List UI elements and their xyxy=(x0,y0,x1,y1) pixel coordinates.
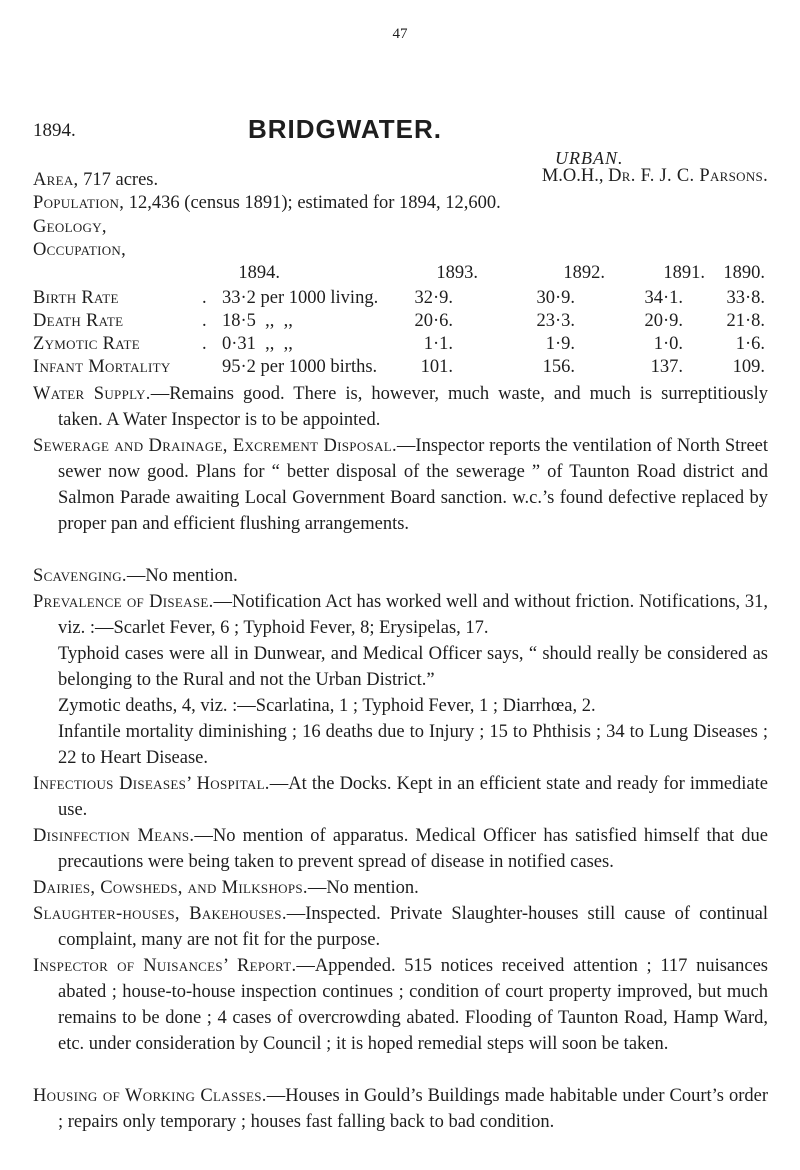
occupation-label: Occupation, xyxy=(33,240,127,260)
area-value: 717 acres. xyxy=(83,170,159,190)
stats-year-1894: 1894. xyxy=(238,263,280,283)
stats-cell-1893: 20·6. xyxy=(414,311,453,331)
stats-cell-1891: 1·0. xyxy=(653,334,683,354)
section-heading: Water Supply. xyxy=(33,384,151,404)
section-scavenging xyxy=(33,563,768,589)
section-housing xyxy=(33,1083,768,1135)
stats-year-1891: 1891. xyxy=(663,263,705,283)
section-text: —No mention of apparatus. Medical Officer has satisfied himself that due precautions were being taken to prevent spread of disease in notified cases. xyxy=(58,826,768,872)
town-title: BRIDGWATER. xyxy=(248,114,442,144)
area-label: Area, xyxy=(33,170,79,190)
section-heading: Scavenging. xyxy=(33,566,127,586)
section-heading: Housing of Working Classes. xyxy=(33,1086,267,1106)
stats-cell-1890: 1·6. xyxy=(735,334,765,354)
stats-cell-1892: 30·9. xyxy=(536,288,575,308)
section-nuisances-report xyxy=(33,953,768,1057)
section-text: —Houses in Gould’s Buildings made habitable under Court’s order ; repairs only temporary ; houses fast falling back to bad condition. xyxy=(58,1086,768,1132)
stats-row-label: Infant Mortality xyxy=(33,357,171,377)
stats-cell-1893: 101. xyxy=(420,357,453,377)
section-heading: Disinfection Means. xyxy=(33,826,195,846)
stats-cell-1892: 156. xyxy=(542,357,575,377)
stats-row-label: Birth Rate xyxy=(33,288,119,308)
stats-cell-1891: 137. xyxy=(650,357,683,377)
stats-year-1892: 1892. xyxy=(563,263,605,283)
stats-cell-1890: 33·8. xyxy=(726,288,765,308)
stats-row-label: Zymotic Rate xyxy=(33,334,140,354)
section-slaughter-houses xyxy=(33,901,768,953)
leader-dot: . xyxy=(202,288,207,308)
stats-cell-1894: 33·2 per 1000 living. xyxy=(222,288,379,308)
population-value: 12,436 (census 1891); estimated for 1894, 12,600. xyxy=(128,193,501,213)
moh-value: Dr. F. J. C. Parsons. xyxy=(608,166,768,186)
stats-cell-1893: 1·1. xyxy=(423,334,453,354)
leader-dot: . xyxy=(202,334,207,354)
section-text: —Inspected. Private Slaughter-houses still cause of continual complaint, many are not fit for the purpose. xyxy=(58,904,768,950)
section-text: —At the Docks. Kept in an efficient state and ready for immediate use. xyxy=(58,774,768,820)
section-disinfection xyxy=(33,823,768,875)
stats-year-1893: 1893. xyxy=(436,263,478,283)
section-hospital xyxy=(33,771,768,823)
stats-cell-1890: 21·8. xyxy=(726,311,765,331)
section-heading: Dairies, Cowsheds, and Milkshops. xyxy=(33,878,308,898)
stats-year-1890: 1890. xyxy=(723,263,765,283)
report-year: 1894. xyxy=(33,120,76,141)
leader-dot: . xyxy=(202,311,207,331)
section-heading: Sewerage and Drainage, Excrement Disposal. xyxy=(33,436,397,456)
section-text: —Inspector reports the ventilation of North Street sewer now good. Plans for “ better disposal of the sewerage ” of Taunton Road district and Salmon Parade awaiting Local Government Board sanction. w.c.’s found defective replaced by proper pan and efficient flushing arrangements. xyxy=(58,436,769,534)
section-text: —Remains good. There is, however, much waste, and much is surreptitiously taken. A Water Inspector is to be appointed. xyxy=(58,384,769,430)
stats-cell-1891: 34·1. xyxy=(644,288,683,308)
stats-cell-1894: 18·5 ,, ,, xyxy=(222,311,293,331)
section-prevalence xyxy=(33,589,768,641)
section-heading: Inspector of Nuisances’ Report. xyxy=(33,956,297,976)
stats-cell-1893: 32·9. xyxy=(414,288,453,308)
stats-cell-1892: 1·9. xyxy=(545,334,575,354)
stats-cell-1891: 20·9. xyxy=(644,311,683,331)
stats-cell-1894: 95·2 per 1000 births. xyxy=(222,357,378,377)
stats-cell-1890: 109. xyxy=(732,357,765,377)
section-text: —No mention. xyxy=(307,878,419,898)
section-text: —No mention. xyxy=(126,566,238,586)
section-text: —Appended. 515 notices received attention ; 117 nuisances abated ; house-to-house inspection continues ; condition of court property improved, but much remains to be done ; 4 cases of overcrowding abated. Flooding of Taunton Road, Hamp Ward, etc. under consideration by Council ; it is hoped remedial steps will soon be taken. xyxy=(58,956,769,1054)
prevalence-infantile-mortality: Infantile mortality diminishing ; 16 deaths due to Injury ; 15 to Phthisis ; 34 to Lung Diseases ; 22 to Heart Disease. xyxy=(58,722,768,768)
stats-cell-1892: 23·3. xyxy=(536,311,575,331)
prevalence-zymotic-deaths: Zymotic deaths, 4, viz. :—Scarlatina, 1 ; Typhoid Fever, 1 ; Diarrhœa, 2. xyxy=(58,696,596,716)
population-label: Population, xyxy=(33,193,125,213)
section-heading: Prevalence of Disease. xyxy=(33,592,214,612)
stats-header-row xyxy=(0,263,800,289)
section-heading: Slaughter-houses, Bakehouses. xyxy=(33,904,287,924)
section-dairies xyxy=(33,875,768,901)
section-sewerage xyxy=(33,433,768,537)
page-number: 47 xyxy=(392,26,408,42)
moh-label: M.O.H., xyxy=(541,166,604,186)
geology-label: Geology, xyxy=(33,217,107,237)
section-text: —Notification Act has worked well and without friction. Notifications, 31, viz. :—Scarlet Fever, 6 ; Typhoid Fever, 8; Erysipelas, 17. xyxy=(58,592,768,638)
stats-cell-1894: 0·31 ,, ,, xyxy=(222,334,293,354)
population-line xyxy=(33,193,501,214)
area-line xyxy=(33,170,158,191)
moh-line xyxy=(542,166,768,187)
stats-row-infant-mortality xyxy=(0,357,800,383)
district-type: URBAN. xyxy=(555,148,624,168)
stats-row-label: Death Rate xyxy=(33,311,124,331)
section-water-supply xyxy=(33,381,768,433)
prevalence-typhoid-note: Typhoid cases were all in Dunwear, and Medical Officer says, “ should really be considered as belonging to the Rural and not the Urban District.” xyxy=(58,644,768,690)
section-heading: Infectious Diseases’ Hospital. xyxy=(33,774,270,794)
